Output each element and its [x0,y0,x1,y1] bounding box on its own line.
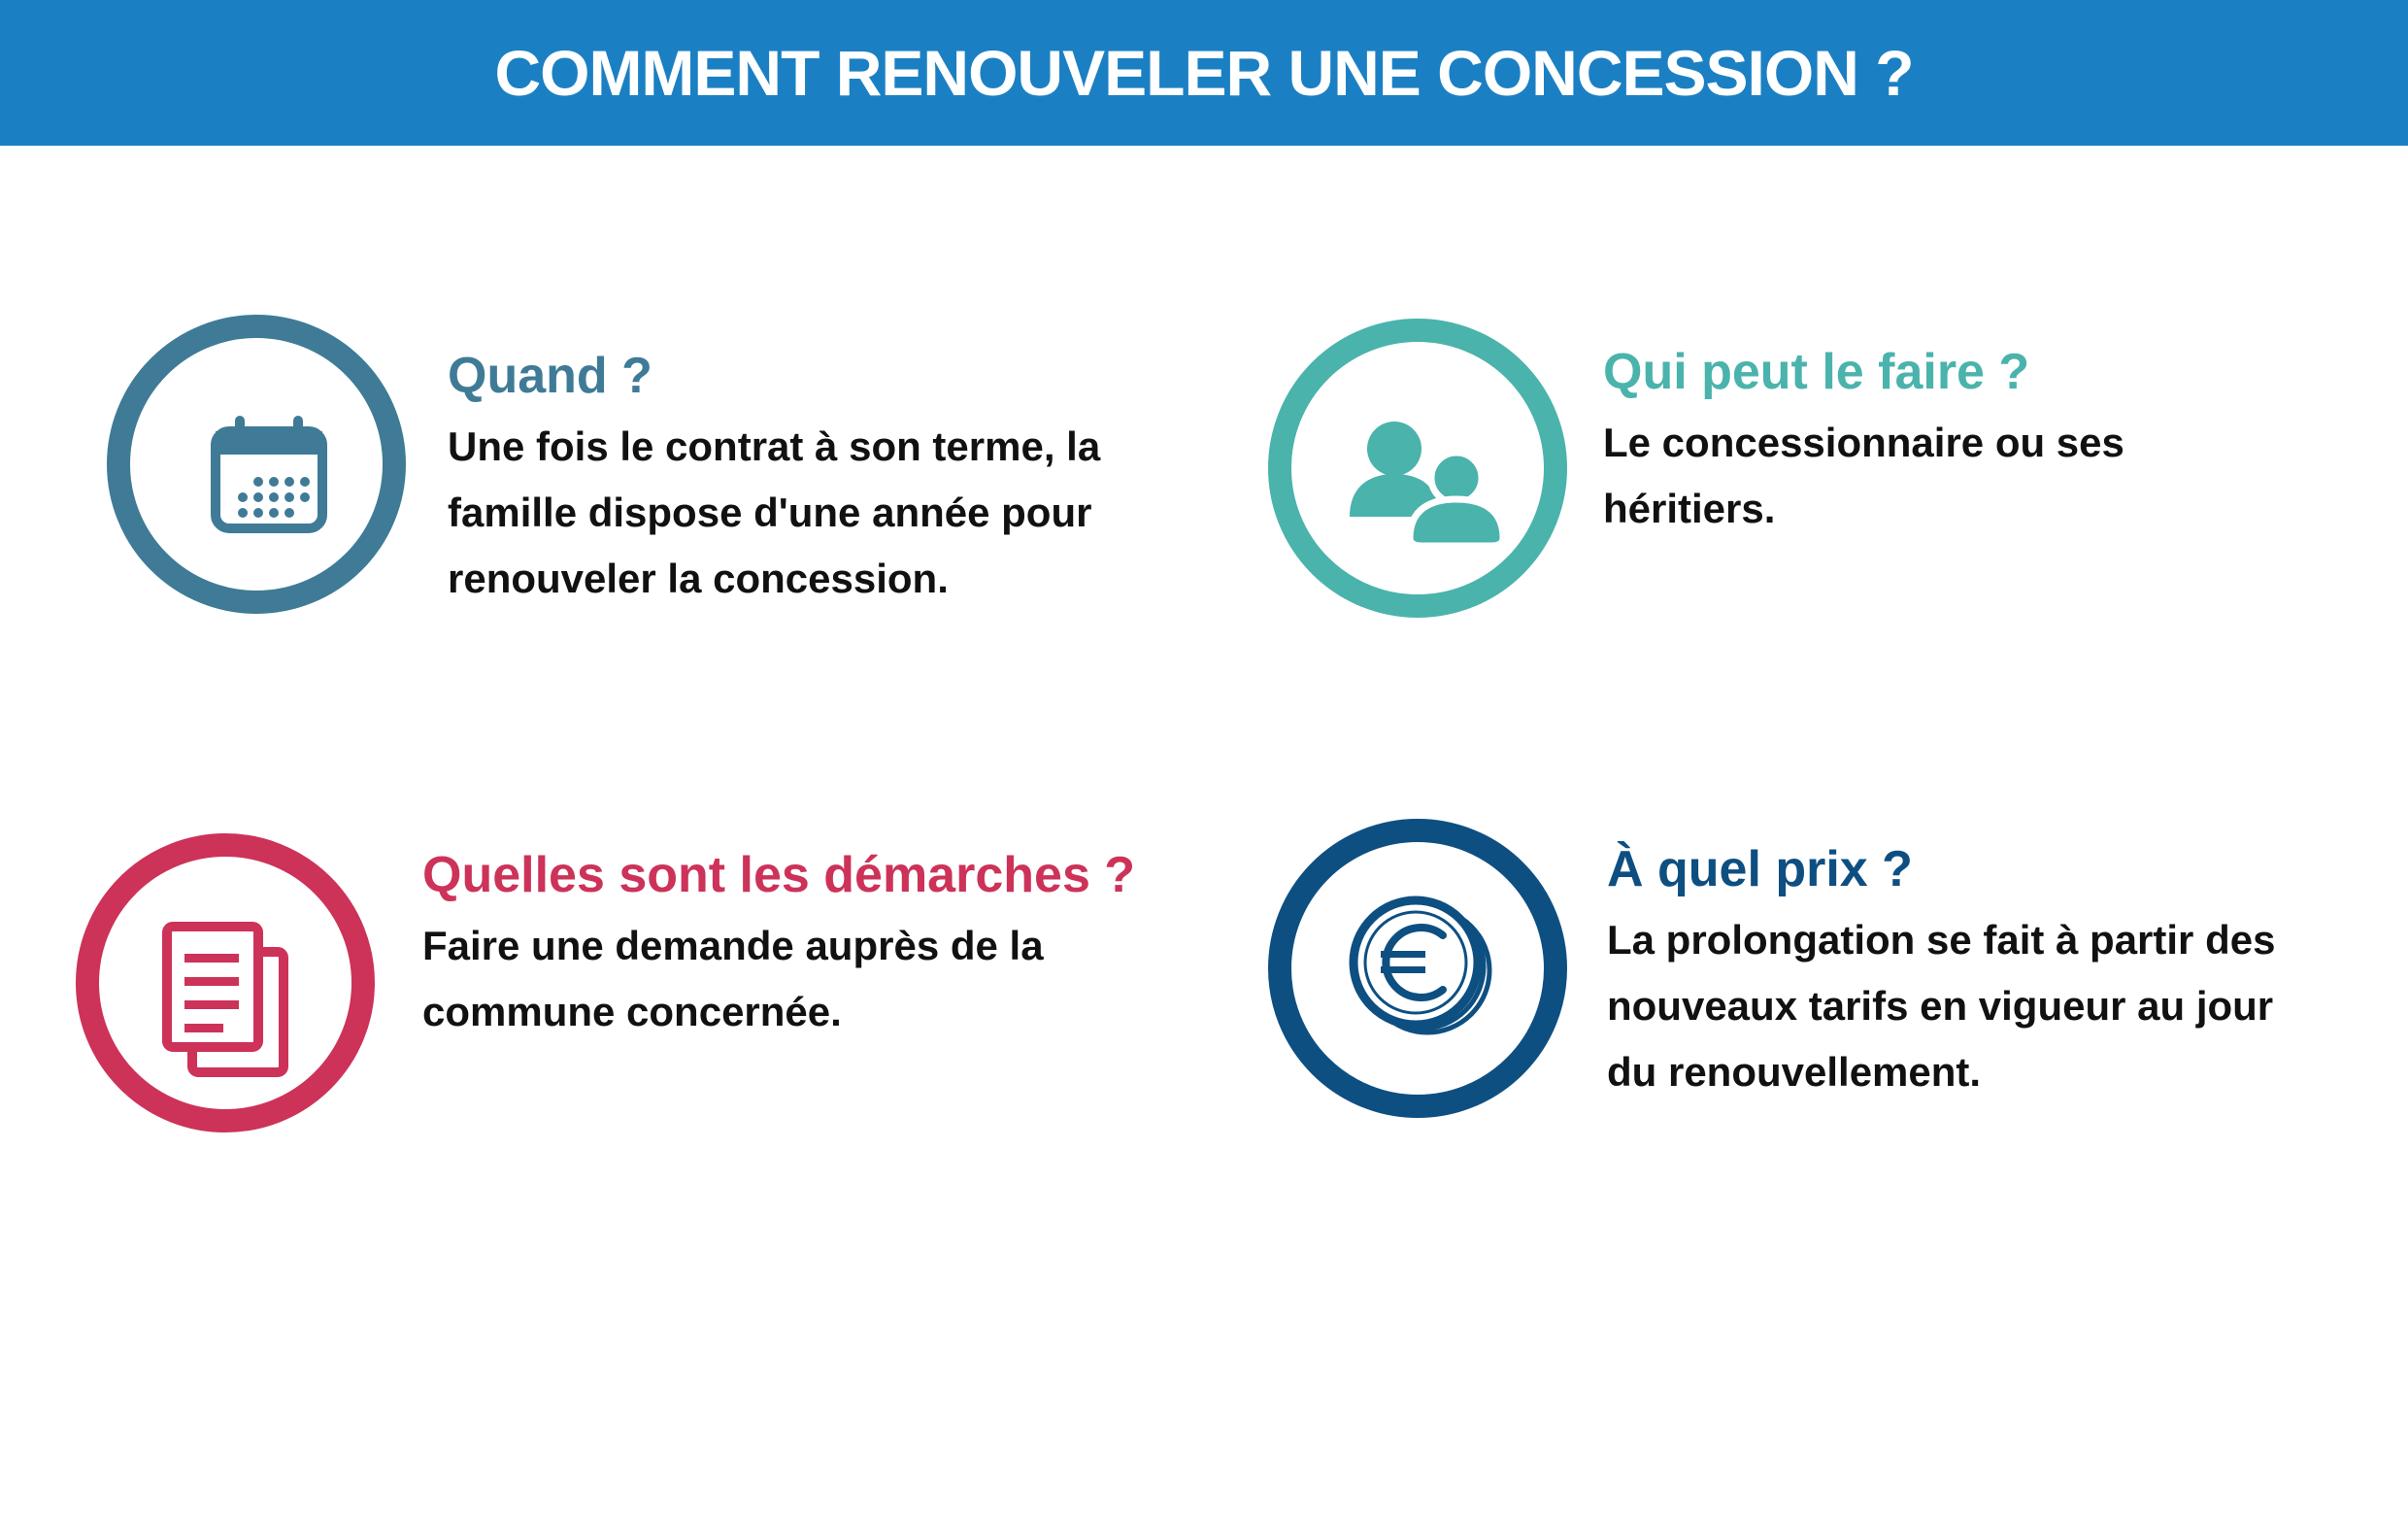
text-line: renouveler la concession. [448,556,949,601]
euro-coins-icon [1291,842,1544,1095]
page-title: COMMENT RENOUVELER UNE CONCESSION ? [494,37,1914,109]
text-line: Faire une demande auprès de la [422,923,1044,968]
calendar-icon-circle [107,315,406,614]
text-line: famille dispose d'une année pour [448,490,1092,535]
card-title-who: Qui peut le faire ? [1603,344,2030,400]
card-text-steps [422,913,1044,1045]
card-title-when: Quand ? [448,348,652,404]
card-title-price: À quel prix ? [1607,841,1913,897]
documents-icon [99,857,351,1109]
card-text-price [1607,907,2275,1105]
text-line: La prolongation se fait à partir des [1607,917,2276,963]
card-title-steps: Quelles sont les démarches ? [422,847,1136,903]
text-line: Le concessionnaire ou ses [1603,420,2124,465]
text-line: Une fois le contrat à son terme, la [448,423,1101,469]
calendar-icon [130,338,383,591]
people-icon-circle [1268,319,1567,618]
card-text-when [448,414,1100,612]
euro-coins-icon-circle [1268,819,1567,1118]
card-text-who [1603,410,2124,542]
text-line: héritiers. [1603,486,1776,531]
header-bar [0,0,2408,146]
text-line: commune concernée. [422,989,842,1034]
people-icon [1291,342,1544,594]
text-line: du renouvellement. [1607,1049,1982,1095]
documents-icon-circle [76,833,375,1132]
text-line: nouveaux tarifs en vigueur au jour [1607,983,2274,1029]
